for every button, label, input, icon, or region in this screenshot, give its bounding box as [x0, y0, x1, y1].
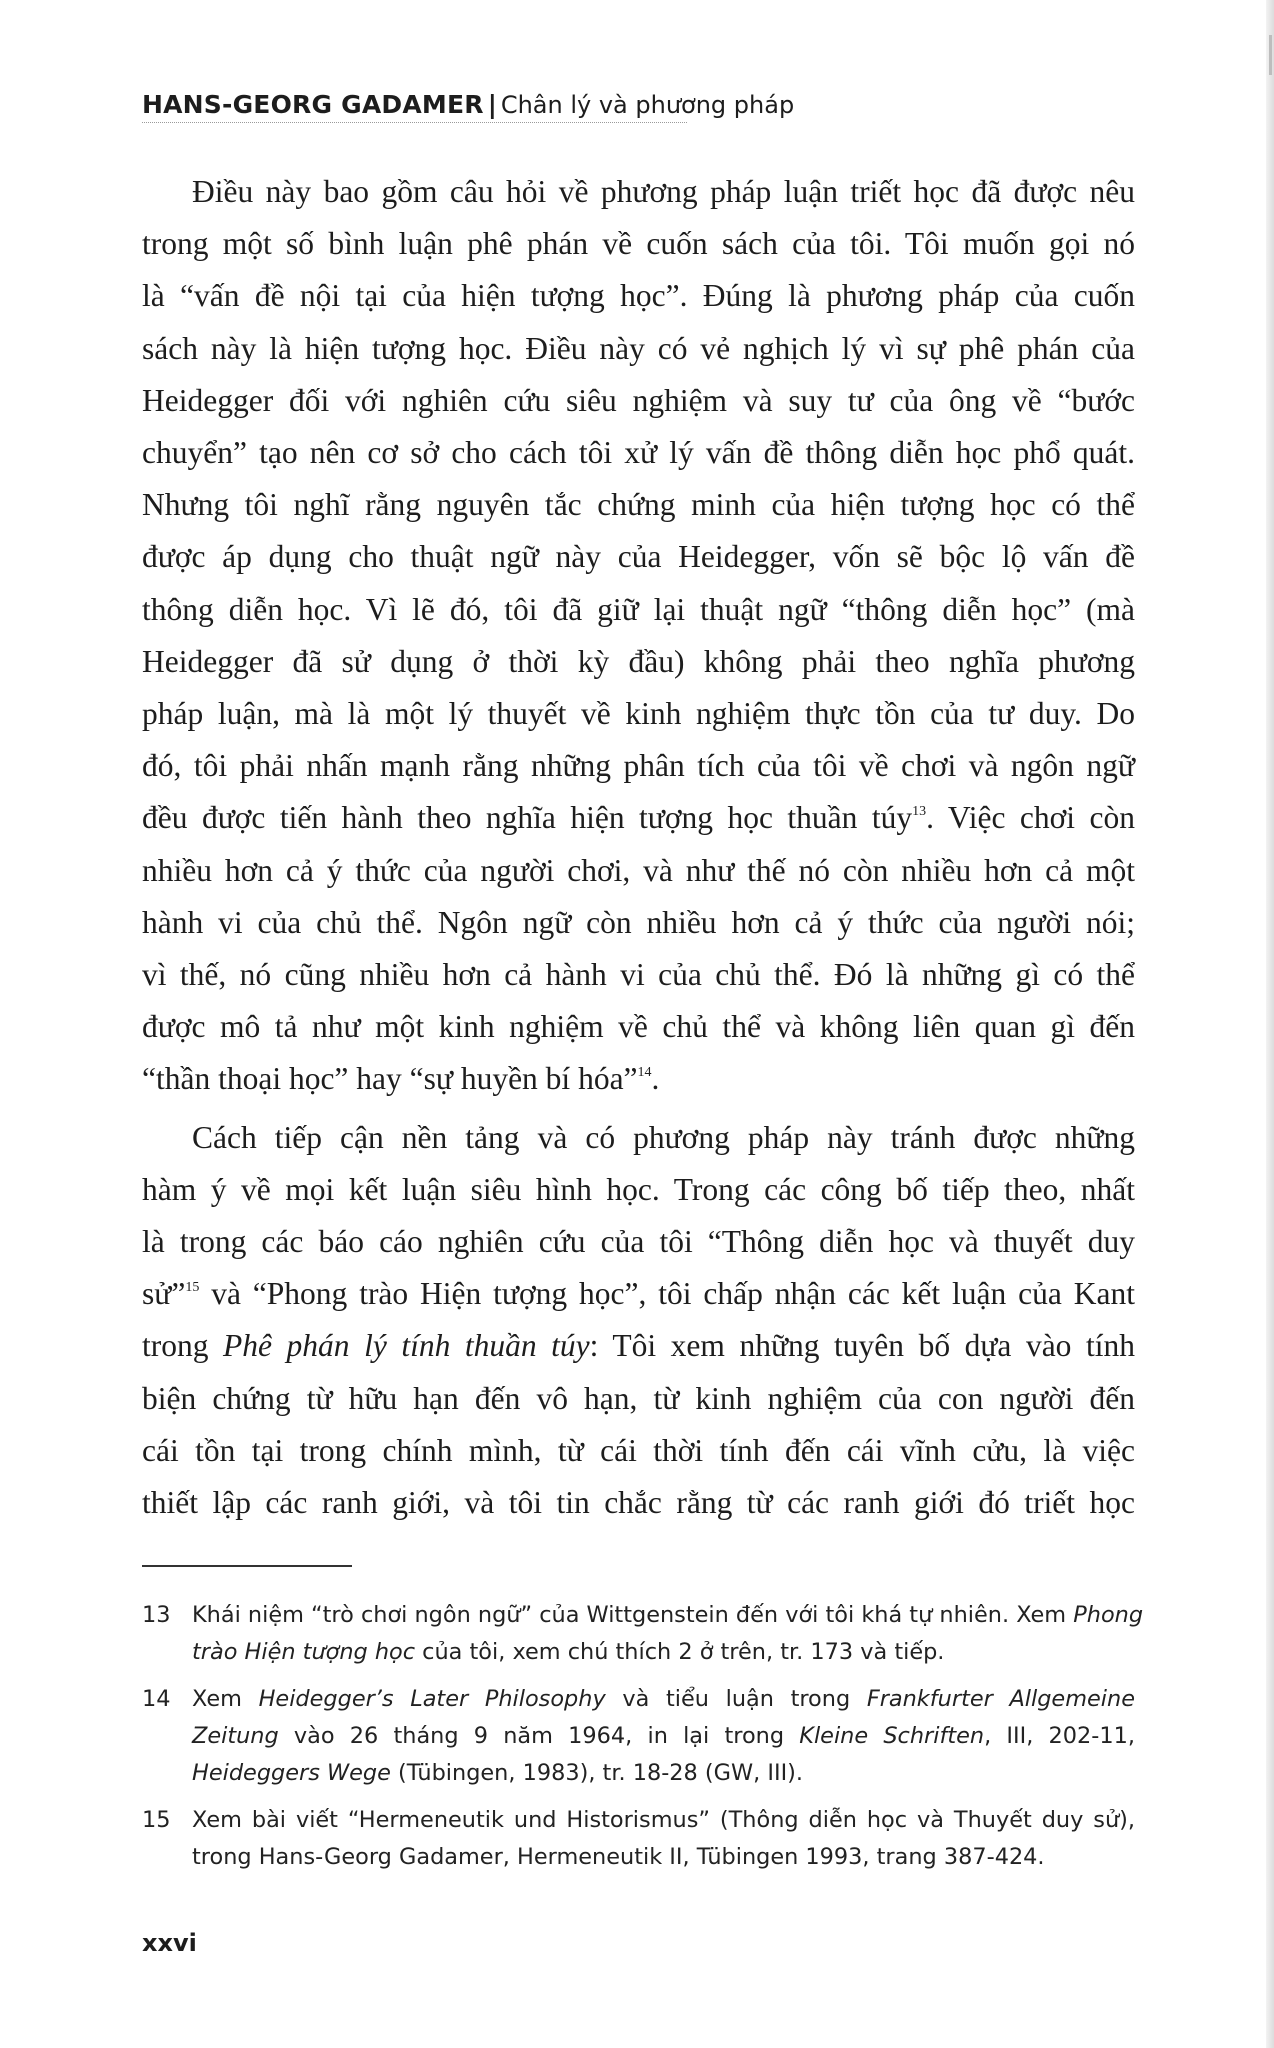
italic-title: Frankfurter Allgemeine: [866, 1686, 1135, 1712]
text-line: pháp luận, mà là một lý thuyết về kinh nghiệm thực tồn của tư duy. Do: [142, 696, 1135, 732]
text-span: “thần thoại học” hay “sự huyền bí hóa”: [142, 1061, 638, 1097]
text-span: trong: [142, 1328, 224, 1364]
text-span: , III, 202-11,: [984, 1723, 1135, 1749]
italic-title: Heidegger’s Later Philosophy: [258, 1686, 606, 1712]
text-span: và “Phong trào Hiện tượng học”, tôi chấp nhận các kết luận của Kant: [199, 1276, 1135, 1312]
text-line: hàm ý về mọi kết luận siêu hình học. Trong các công bố tiếp theo, nhất: [142, 1171, 1135, 1207]
footnote-line: [192, 1634, 1135, 1671]
header-separator: |: [487, 90, 497, 119]
text-span: và tiểu luận trong: [605, 1686, 867, 1712]
text-line: Heidegger đối với nghiên cứu siêu nghiệm và suy tư của ông về “bước: [142, 382, 1135, 418]
text-line: Heidegger đã sử dụng ở thời kỳ đầu) không phải theo nghĩa phương: [142, 643, 1135, 679]
text-line: [142, 1053, 1135, 1105]
text-span: đều được tiến hành theo nghĩa hiện tượng học thuần túy: [142, 800, 913, 836]
footnote-15: [142, 1802, 1135, 1876]
page-edge-mark: [1269, 35, 1272, 75]
text-span: của tôi, xem chú thích 2 ở trên, tr. 173 và tiếp.: [415, 1639, 945, 1665]
text-line: Nhưng tôi nghĩ rằng nguyên tắc chứng minh của hiện tượng học có thể: [142, 487, 1135, 523]
text-line: chuyển” tạo nên cơ sở cho cách tôi xử lý vấn đề thông diễn học phổ quát.: [142, 435, 1135, 471]
text-line: trong một số bình luận phê phán về cuốn sách của tôi. Tôi muốn gọi nó: [142, 226, 1135, 262]
italic-title: Zeitung: [192, 1723, 279, 1749]
book-title-italic: Phê phán lý tính thuần túy: [223, 1328, 590, 1364]
text-line: được áp dụng cho thuật ngữ này của Heidegger, vốn sẽ bộc lộ vấn đề: [142, 539, 1135, 575]
italic-title: trào Hiện tượng học: [192, 1639, 416, 1665]
text-line: Cách tiếp cận nền tảng và có phương pháp này tránh được những: [192, 1119, 1135, 1155]
header-author: HANS-GEORG GADAMER: [142, 90, 484, 119]
page-number: xxvi: [142, 1929, 197, 1957]
text-line: [142, 1320, 1135, 1372]
footnote-rule: [142, 1565, 352, 1567]
text-line: sách này là hiện tượng học. Điều này có vẻ nghịch lý vì sự phê phán của: [142, 330, 1135, 366]
footnote-line: [192, 1718, 1135, 1755]
text-line: được mô tả như một kinh nghiệm về chủ thể và không liên quan gì đến: [142, 1009, 1135, 1045]
text-line: vì thế, nó cũng nhiều hơn cả hành vi của chủ thể. Đó là những gì có thể: [142, 957, 1135, 993]
footnote-number: 15: [142, 1807, 171, 1833]
text-line: nhiều hơn cả ý thức của người chơi, và như thế nó còn nhiều hơn cả một: [142, 852, 1135, 888]
italic-title: Heideggers Wege: [192, 1760, 391, 1786]
italic-title: Kleine Schriften: [799, 1723, 985, 1749]
footnote-line: Xem bài viết “Hermeneutik und Historismus” (Thông diễn học và Thuyết duy sử),: [192, 1807, 1135, 1833]
text-span: (Tübingen, 1983), tr. 18-28 (GW, III).: [390, 1760, 804, 1786]
header-book-title: Chân lý và phương pháp: [500, 91, 795, 119]
footnote-line: [192, 1681, 1135, 1718]
text-line: [142, 792, 1135, 844]
text-line: là “vấn đề nội tại của hiện tượng học”. Đúng là phương pháp của cuốn: [142, 278, 1135, 314]
footnote-line: [192, 1597, 1144, 1634]
footnote-ref-14: 14: [637, 1064, 652, 1080]
text-span: . Việc chơi còn: [926, 800, 1135, 836]
text-span: Khái niệm “trò chơi ngôn ngữ” của Wittgenstein đến với tôi khá tự nhiên. Xem: [192, 1602, 1074, 1628]
footnote-ref-13: 13: [912, 803, 927, 819]
text-span: sử”: [142, 1276, 186, 1312]
footnote-14: [142, 1681, 1135, 1792]
running-header: [142, 88, 1142, 122]
text-line: [142, 1268, 1135, 1320]
footnote-line: trong Hans-Georg Gadamer, Hermeneutik II, Tübingen 1993, trang 387-424.: [192, 1844, 1045, 1870]
text-line: Điều này bao gồm câu hỏi về phương pháp luận triết học đã được nêu: [192, 174, 1135, 209]
footnote-line: [192, 1755, 1135, 1792]
footnote-13: [142, 1597, 1144, 1671]
footnote-number: 14: [142, 1686, 171, 1712]
header-rule: [142, 122, 687, 123]
text-line: thiết lập các ranh giới, và tôi tin chắc rằng từ các ranh giới đó triết học: [142, 1485, 1135, 1521]
text-span: vào 26 tháng 9 năm 1964, in lại trong: [278, 1723, 800, 1749]
text-line: cái tồn tại trong chính mình, từ cái thời tính đến cái vĩnh cửu, là việc: [142, 1432, 1135, 1468]
text-span: Xem: [192, 1686, 259, 1712]
italic-title: Phong: [1073, 1602, 1144, 1628]
text-span: : Tôi xem những tuyên bố dựa vào tính: [589, 1328, 1135, 1364]
text-line: là trong các báo cáo nghiên cứu của tôi “Thông diễn học và thuyết duy: [142, 1224, 1135, 1260]
page-edge-shadow: [1266, 0, 1274, 2048]
text-line: biện chứng từ hữu hạn đến vô hạn, từ kinh nghiệm của con người đến: [142, 1380, 1135, 1416]
footnote-ref-15: 15: [185, 1279, 200, 1295]
text-line: hành vi của chủ thể. Ngôn ngữ còn nhiều hơn cả ý thức của người nói;: [142, 904, 1135, 940]
text-span: .: [651, 1061, 660, 1097]
text-line: đó, tôi phải nhấn mạnh rằng những phân tích của tôi về chơi và ngôn ngữ: [142, 748, 1135, 784]
text-line: thông diễn học. Vì lẽ đó, tôi đã giữ lại thuật ngữ “thông diễn học” (mà: [142, 591, 1135, 627]
body-text: [142, 166, 1135, 1529]
footnote-number: 13: [142, 1602, 171, 1628]
footnotes: [142, 1597, 1144, 1886]
